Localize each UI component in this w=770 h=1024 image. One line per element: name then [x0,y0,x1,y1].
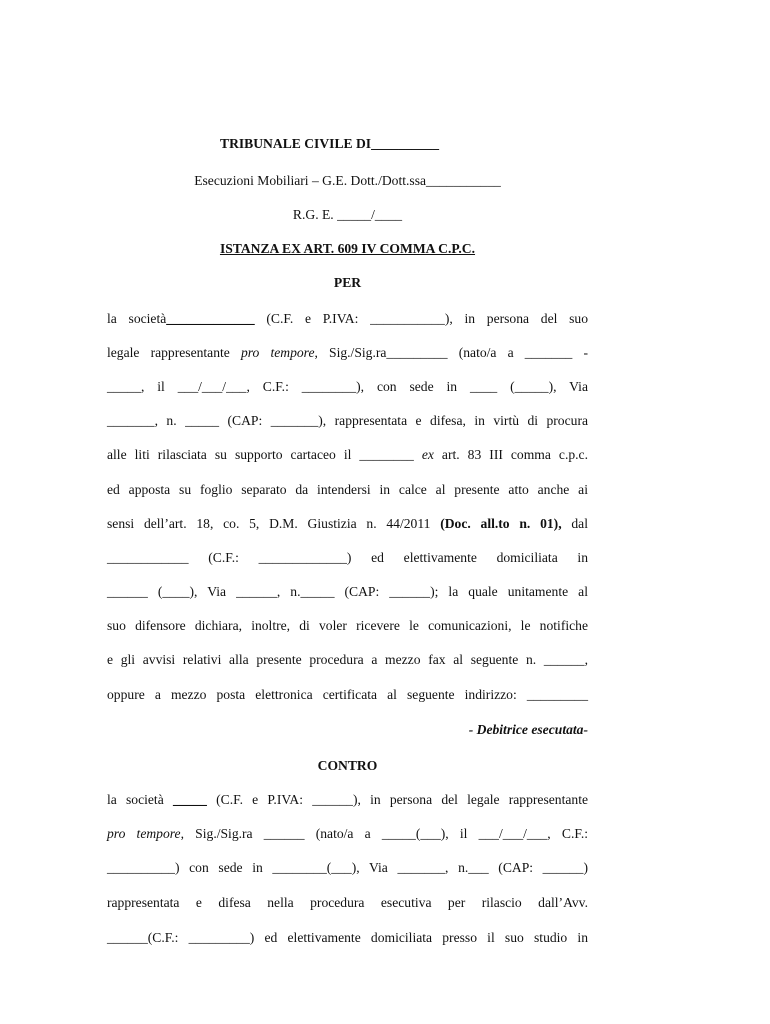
contro-line-1 [107,791,588,809]
company-blank: _____ [172,792,207,807]
text: , Sig./Sig.ra ______ (nato/a a _____(___), il ___/___/___, C.F.: [180,826,588,841]
per-line-3: _____, il ___/___/___, C.F.: ________), con sede in ____ (_____), Via [107,379,588,394]
per-line-8: ____________ (C.F.: _____________) ed elettivamente domiciliata in [107,550,588,565]
text: , Sig./Sig.ra_________ (nato/a a _______ - [314,345,588,360]
court-heading [220,135,480,153]
rge-line: R.G. E. _____/____ [292,207,403,222]
per-line-4: _______, n. _____ (CAP: _______), rappresentata e difesa, in virtù di procura [107,413,588,428]
contro-line-2 [107,825,588,843]
italic-text: ex [421,447,434,462]
text: (C.F. e P.IVA: ___________), in persona del suo [254,311,589,326]
per-line-9: ______ (____), Via ______, n._____ (CAP: ______); la quale unitamente al [107,584,588,599]
contro-heading: CONTRO [317,758,378,773]
per-line-6: ed apposta su foglio separato da intendersi in calce al presente atto anche ai [107,482,588,497]
section-line: Esecuzioni Mobiliari – G.E. Dott./Dott.ssa___________ [194,173,501,188]
contro-line-5: ______(C.F.: _________) ed elettivamente domiciliata presso il suo studio in [107,930,588,945]
per-line-7 [107,515,588,533]
per-line-1 [107,310,588,328]
text: la società [107,311,167,326]
per-line-10: suo difensore dichiara, inoltre, di voler ricevere le comunicazioni, le notifiche [107,618,588,633]
italic-text: pro tempore [240,345,315,360]
doc-reference: (Doc. all.to n. 01), [440,516,562,531]
per-line-12: oppure a mezzo posta elettronica certificata al seguente indirizzo: _________ [107,687,588,702]
per-line-2 [107,344,588,362]
italic-text: pro tempore [107,826,181,841]
text: dal [561,516,588,531]
text: sensi dell’art. 18, co. 5, D.M. Giustizia n. 44/2011 [107,516,441,531]
court-blank: __________ [371,136,440,151]
text: alle liti rilasciata su supporto cartaceo il ________ [107,447,422,462]
per-line-11: e gli avvisi relativi alla presente procedura a mezzo fax al seguente n. ______, [107,652,588,667]
contro-line-4: rappresentata e difesa nella procedura esecutiva per rilascio dall’Avv. [107,895,588,910]
document-title: ISTANZA EX ART. 609 IV COMMA C.P.C. [219,241,476,256]
text: art. 83 III comma c.p.c. [433,447,588,462]
text: la società [107,792,173,807]
company-blank: _____________ [166,311,255,326]
per-line-5 [107,446,588,464]
role-label: - Debitrice esecutata- [468,722,588,737]
court-name: TRIBUNALE CIVILE DI [220,136,372,151]
text: legale rappresentante [107,345,241,360]
per-heading: PER [333,275,362,290]
text: (C.F. e P.IVA: ______), in persona del legale rappresentante [206,792,588,807]
contro-line-3: __________) con sede in ________(___), Via _______, n.___ (CAP: ______) [107,860,588,875]
